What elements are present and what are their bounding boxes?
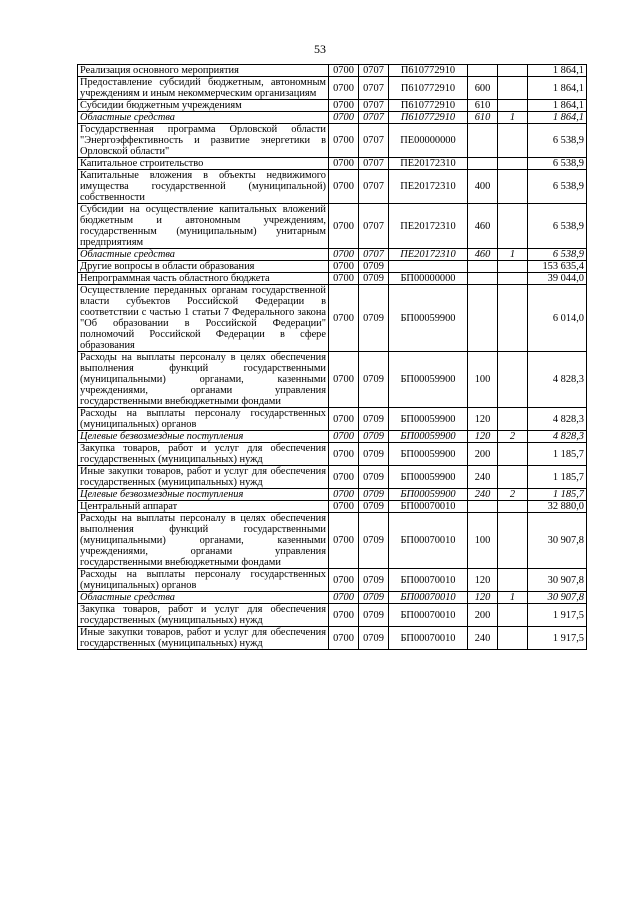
budget-table-body [78,65,587,650]
row-funding-source [498,352,528,408]
row-target-code: БП00070010 [389,501,468,513]
row-target-code: ПЕ20172310 [389,204,468,249]
row-target-code: БП00059900 [389,466,468,489]
row-expense-type: 460 [468,204,498,249]
row-amount: 1 917,5 [528,604,587,627]
row-section-code: 0700 [329,170,359,204]
table-row [78,627,587,650]
table-row [78,489,587,501]
row-amount: 32 880,0 [528,501,587,513]
row-section-code: 0700 [329,112,359,124]
row-amount: 1 185,7 [528,466,587,489]
row-section-code: 0700 [329,158,359,170]
row-amount: 1 864,1 [528,112,587,124]
row-funding-source: 2 [498,431,528,443]
row-amount: 6 538,9 [528,158,587,170]
row-funding-source [498,261,528,273]
row-name: Расходы на выплаты персоналу в целях обеспечения выполнения функций государственными (муниципальными) органами, казенными учреждениями, органами управления государственными внебюджетными фондами [78,513,329,569]
row-expense-type: 100 [468,352,498,408]
row-target-code: БП00059900 [389,431,468,443]
row-amount: 6 538,9 [528,124,587,158]
row-amount: 1 185,7 [528,443,587,466]
table-row [78,249,587,261]
row-subsection-code: 0707 [359,112,389,124]
row-expense-type: 120 [468,592,498,604]
row-expense-type: 460 [468,249,498,261]
row-name: Расходы на выплаты персоналу в целях обеспечения выполнения функций государственными (муниципальными) органами, казенными учреждениями, органами управления государственными внебюджетными фондами [78,352,329,408]
table-row [78,513,587,569]
table-row [78,100,587,112]
row-expense-type: 120 [468,431,498,443]
row-amount: 4 828,3 [528,408,587,431]
row-target-code: БП00059900 [389,443,468,466]
row-funding-source: 1 [498,592,528,604]
row-section-code: 0700 [329,489,359,501]
row-funding-source [498,627,528,650]
row-amount: 4 828,3 [528,431,587,443]
row-expense-type: 100 [468,513,498,569]
table-row [78,204,587,249]
row-amount: 6 538,9 [528,204,587,249]
row-name: Предоставление субсидий бюджетным, автономным учреждениям и иным некоммерческим организациям [78,77,329,100]
row-subsection-code: 0709 [359,443,389,466]
row-subsection-code: 0709 [359,627,389,650]
row-section-code: 0700 [329,249,359,261]
row-target-code: П610772910 [389,112,468,124]
row-section-code: 0700 [329,100,359,112]
row-funding-source [498,285,528,352]
row-subsection-code: 0709 [359,273,389,285]
table-row [78,501,587,513]
row-amount: 6 014,0 [528,285,587,352]
row-subsection-code: 0709 [359,408,389,431]
row-funding-source [498,501,528,513]
row-funding-source [498,569,528,592]
row-subsection-code: 0709 [359,592,389,604]
row-name: Другие вопросы в области образования [78,261,329,273]
row-subsection-code: 0709 [359,569,389,592]
budget-table [77,64,587,650]
row-funding-source [498,443,528,466]
row-section-code: 0700 [329,466,359,489]
row-subsection-code: 0707 [359,124,389,158]
row-funding-source [498,604,528,627]
row-amount: 1 185,7 [528,489,587,501]
table-row [78,112,587,124]
row-subsection-code: 0709 [359,431,389,443]
row-funding-source [498,124,528,158]
row-name: Расходы на выплаты персоналу государственных (муниципальных) органов [78,569,329,592]
row-subsection-code: 0709 [359,501,389,513]
row-amount: 153 635,4 [528,261,587,273]
row-section-code: 0700 [329,261,359,273]
row-amount: 30 907,8 [528,569,587,592]
row-section-code: 0700 [329,285,359,352]
row-expense-type: 400 [468,170,498,204]
row-subsection-code: 0707 [359,204,389,249]
row-target-code: БП00059900 [389,352,468,408]
row-section-code: 0700 [329,124,359,158]
row-target-code: БП00059900 [389,489,468,501]
row-amount: 30 907,8 [528,513,587,569]
table-row [78,170,587,204]
row-amount: 1 864,1 [528,100,587,112]
row-funding-source [498,466,528,489]
row-expense-type [468,261,498,273]
row-subsection-code: 0707 [359,100,389,112]
row-funding-source [498,204,528,249]
row-expense-type: 610 [468,112,498,124]
row-expense-type [468,501,498,513]
row-name: Областные средства [78,592,329,604]
row-name: Центральный аппарат [78,501,329,513]
page-number: 53 [314,42,326,56]
row-expense-type: 600 [468,77,498,100]
row-funding-source: 1 [498,112,528,124]
row-amount: 30 907,8 [528,592,587,604]
row-name: Субсидии бюджетным учреждениям [78,100,329,112]
row-subsection-code: 0709 [359,604,389,627]
row-section-code: 0700 [329,204,359,249]
row-target-code: БП00000000 [389,273,468,285]
row-funding-source: 1 [498,249,528,261]
row-funding-source [498,65,528,77]
table-row [78,124,587,158]
table-row [78,443,587,466]
row-target-code: П610772910 [389,65,468,77]
row-target-code: БП00059900 [389,285,468,352]
row-target-code: ПЕ20172310 [389,249,468,261]
row-subsection-code: 0709 [359,466,389,489]
row-section-code: 0700 [329,569,359,592]
row-funding-source [498,513,528,569]
row-expense-type: 120 [468,408,498,431]
table-row [78,592,587,604]
row-target-code: БП00070010 [389,592,468,604]
row-expense-type: 240 [468,466,498,489]
row-expense-type: 120 [468,569,498,592]
row-expense-type [468,158,498,170]
row-name: Иные закупки товаров, работ и услуг для обеспечения государственных (муниципальных) нужд [78,466,329,489]
row-subsection-code: 0707 [359,158,389,170]
row-section-code: 0700 [329,65,359,77]
row-amount: 6 538,9 [528,249,587,261]
row-name: Целевые безвозмездные поступления [78,489,329,501]
row-target-code: ПЕ20172310 [389,158,468,170]
row-name: Непрограммная часть областного бюджета [78,273,329,285]
row-subsection-code: 0707 [359,77,389,100]
row-expense-type [468,65,498,77]
row-section-code: 0700 [329,604,359,627]
row-funding-source [498,273,528,285]
row-name: Субсидии на осуществление капитальных вложений бюджетным и автономным учреждениям, государственным (муниципальным) унитарным предприятиям [78,204,329,249]
row-subsection-code: 0707 [359,249,389,261]
row-name: Областные средства [78,112,329,124]
row-section-code: 0700 [329,352,359,408]
row-funding-source [498,77,528,100]
row-name: Капитальное строительство [78,158,329,170]
row-amount: 39 044,0 [528,273,587,285]
row-funding-source [498,158,528,170]
row-name: Расходы на выплаты персоналу государственных (муниципальных) органов [78,408,329,431]
row-name: Капитальные вложения в объекты недвижимого имущества государственной (муниципальной) собственности [78,170,329,204]
row-amount: 1 864,1 [528,65,587,77]
row-section-code: 0700 [329,627,359,650]
row-name: Целевые безвозмездные поступления [78,431,329,443]
row-name: Областные средства [78,249,329,261]
row-target-code: БП00070010 [389,513,468,569]
row-expense-type [468,273,498,285]
row-subsection-code: 0709 [359,352,389,408]
row-section-code: 0700 [329,77,359,100]
row-target-code: ПЕ20172310 [389,170,468,204]
row-name: Иные закупки товаров, работ и услуг для обеспечения государственных (муниципальных) нужд [78,627,329,650]
row-target-code: П610772910 [389,100,468,112]
row-section-code: 0700 [329,431,359,443]
table-row [78,466,587,489]
table-row [78,261,587,273]
row-subsection-code: 0709 [359,489,389,501]
row-section-code: 0700 [329,501,359,513]
row-target-code: БП00059900 [389,408,468,431]
row-name: Закупка товаров, работ и услуг для обеспечения государственных (муниципальных) нужд [78,443,329,466]
table-row [78,65,587,77]
table-row [78,285,587,352]
row-funding-source: 2 [498,489,528,501]
row-name: Закупка товаров, работ и услуг для обеспечения государственных (муниципальных) нужд [78,604,329,627]
row-amount: 4 828,3 [528,352,587,408]
row-subsection-code: 0709 [359,261,389,273]
row-name: Государственная программа Орловской области "Энергоэффективность и развитие энергетики в Орловской области" [78,124,329,158]
row-target-code: БП00070010 [389,569,468,592]
row-subsection-code: 0707 [359,170,389,204]
table-row [78,158,587,170]
row-expense-type [468,285,498,352]
row-expense-type: 200 [468,443,498,466]
row-target-code: ПЕ00000000 [389,124,468,158]
row-section-code: 0700 [329,408,359,431]
row-expense-type: 240 [468,627,498,650]
row-target-code: БП00070010 [389,604,468,627]
table-row [78,273,587,285]
table-row [78,431,587,443]
row-subsection-code: 0709 [359,285,389,352]
table-row [78,352,587,408]
row-target-code: БП00070010 [389,627,468,650]
table-row [78,569,587,592]
row-section-code: 0700 [329,273,359,285]
row-funding-source [498,408,528,431]
row-section-code: 0700 [329,443,359,466]
row-amount: 1 864,1 [528,77,587,100]
row-name: Осуществление переданных органам государственной власти субъектов Российской Федерации в соответствии с частью 1 статьи 7 Федерального закона "Об образовании в Российской Федерации" полномочий Российской Федерации в сфере образования [78,285,329,352]
row-target-code: П610772910 [389,77,468,100]
row-funding-source [498,170,528,204]
row-expense-type: 610 [468,100,498,112]
row-target-code [389,261,468,273]
table-row [78,408,587,431]
row-expense-type: 240 [468,489,498,501]
row-amount: 1 917,5 [528,627,587,650]
row-section-code: 0700 [329,513,359,569]
row-subsection-code: 0709 [359,513,389,569]
table-row [78,604,587,627]
row-expense-type: 200 [468,604,498,627]
row-name: Реализация основного мероприятия [78,65,329,77]
row-amount: 6 538,9 [528,170,587,204]
row-funding-source [498,100,528,112]
table-row [78,77,587,100]
row-expense-type [468,124,498,158]
row-section-code: 0700 [329,592,359,604]
row-subsection-code: 0707 [359,65,389,77]
